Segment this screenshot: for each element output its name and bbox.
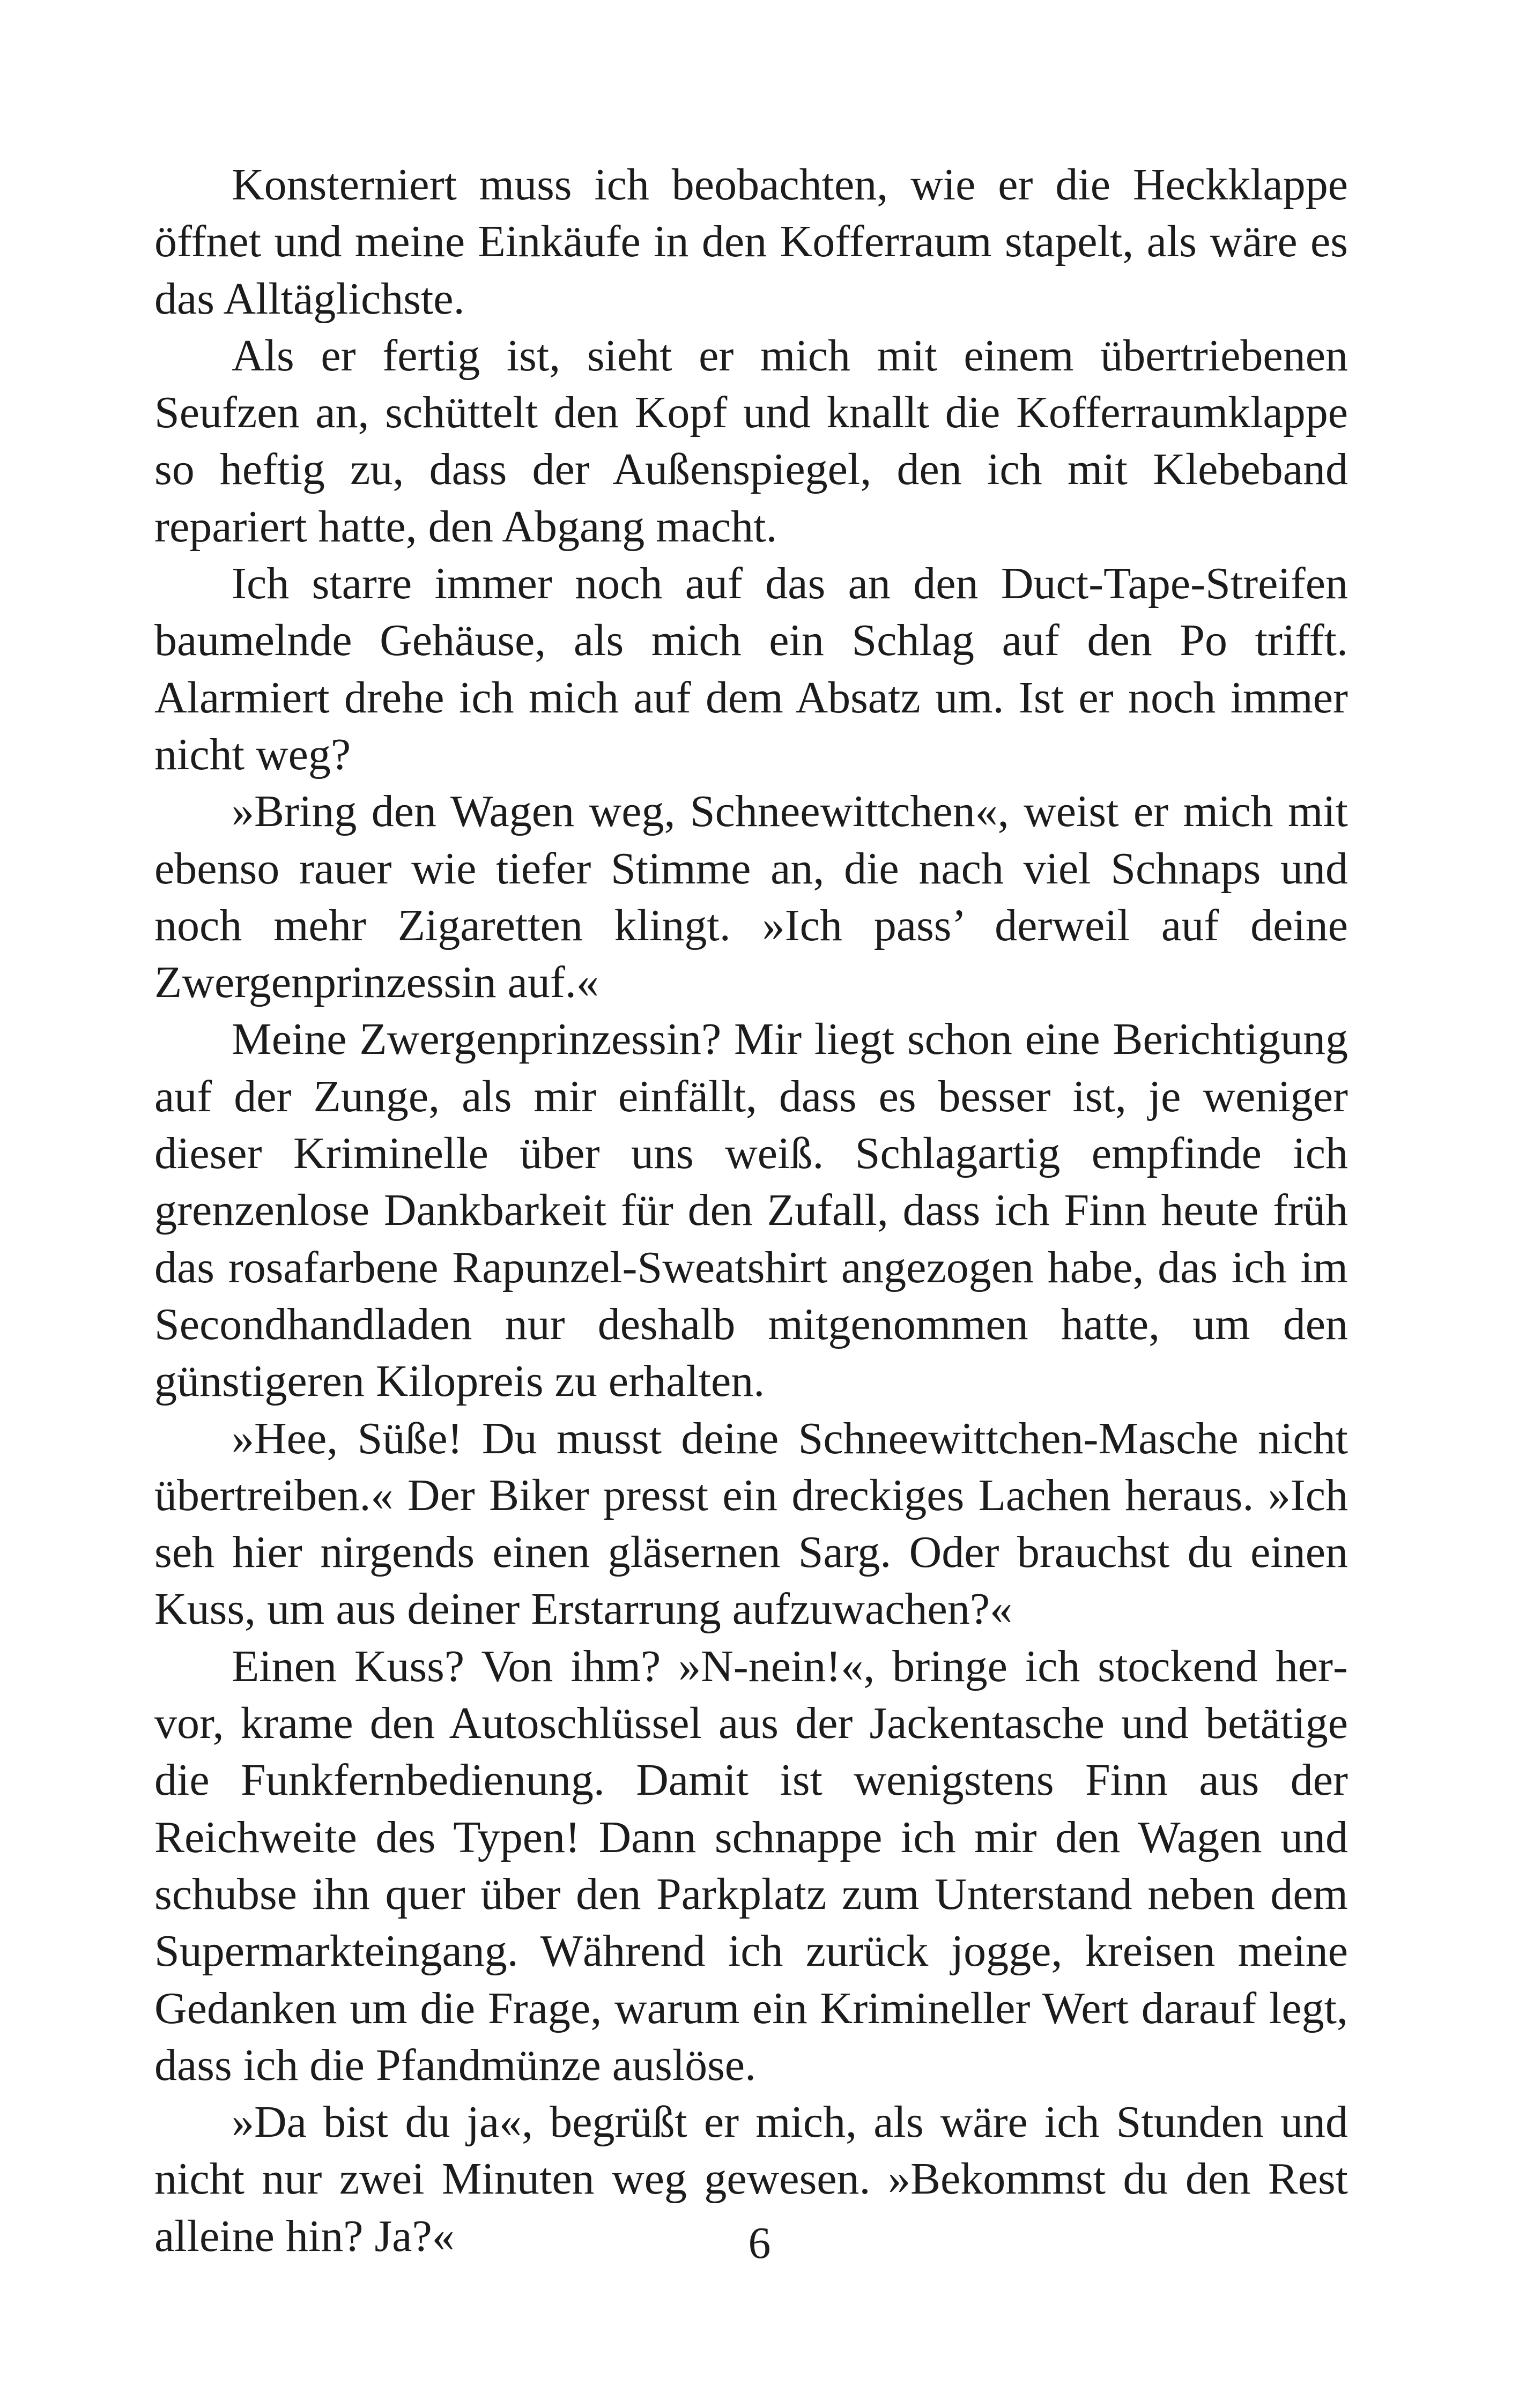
body-text	[154, 157, 1348, 2265]
paragraph: »Da bist du ja«, begrüßt er mich, als wäre ich Stunden und nicht nur zwei Minuten weg gewesen. »Bekommst du den Rest alleine hin? Ja?«	[154, 2097, 1348, 2261]
paragraph: »Hee, Süße! Du musst deine Schneewittchen-Masche nicht übertreiben.« Der Biker presst ein dreckiges Lachen heraus. »Ich seh hier nirgends einen gläsernen Sarg. Oder brauchst du einen Kuss, um aus deiner Erstarrung aufzuwachen?«	[154, 1413, 1348, 1634]
paragraph: Meine Zwergenprinzessin? Mir liegt schon eine Berichtigung auf der Zunge, als mir einfällt, dass es besser ist, je weniger dieser Kriminelle über uns weiß. Schlagartig empfinde ich grenzenlose Dankbarkeit für den Zufall, dass ich Finn heute früh das rosafarbene Rapunzel-Sweatshirt angezogen habe, das ich im Secondhandladen nur deshalb mitgenommen hatte, um den günstigeren Kilopreis zu erhalten.	[154, 1014, 1348, 1407]
paragraph: Ich starre immer noch auf das an den Duct-Tape-Streifen baumelnde Gehäuse, als mich ein Schlag auf den Po trifft. Alarmiert drehe ich mich auf dem Absatz um. Ist er noch immer nicht weg?	[154, 559, 1348, 779]
paragraph: Als er fertig ist, sieht er mich mit einem übertriebenen Seufzen an, schüttelt den Kopf und knallt die Kofferraumklappe so heftig zu, dass der Außenspiegel, den ich mit Klebeband repariert hatte, den Abgang macht.	[154, 330, 1348, 552]
paragraph: Konsterniert muss ich beobachten, wie er die Heckklappe öffnet und meine Einkäufe in den Kofferraum stapelt, als wäre es das Alltäglichste.	[154, 160, 1348, 324]
page-number: 6	[748, 2218, 771, 2268]
paragraph: Einen Kuss? Von ihm? »N-nein!«, bringe ich stockend hervor, krame den Autoschlüssel aus der Jackentasche und betätige die Funkfernbedienung. Damit ist wenigstens Finn aus der Reichweite des Typen! Dann schnappe ich mir den Wagen und schubse ihn quer über den Parkplatz zum Unterstand neben dem Supermarkteingang. Während ich zurück jogge, kreisen meine Gedanken um die Frage, warum ein Krimineller Wert darauf legt, dass ich die Pfandmünze auslöse.	[154, 1641, 1348, 2090]
paragraph: »Bring den Wagen weg, Schneewittchen«, weist er mich mit ebenso rauer wie tiefer Stimme an, die nach viel Schnaps und noch mehr Zigaretten klingt. »Ich pass’ derweil auf deine Zwergenprinzessin auf.«	[154, 786, 1348, 1008]
